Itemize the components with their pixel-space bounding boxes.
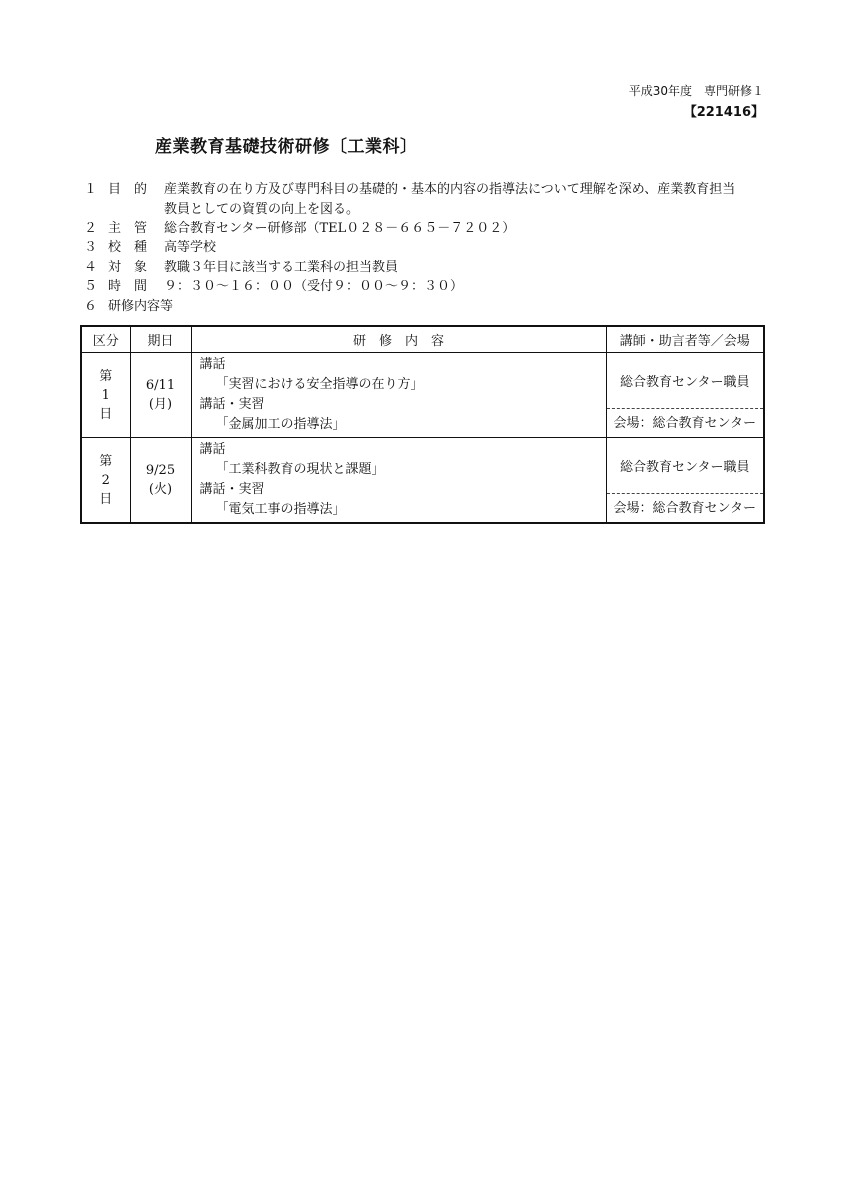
date-cell [130, 438, 191, 524]
table-row [81, 353, 764, 438]
lecturer: 総合教育センター職員 [607, 353, 764, 409]
outline-list [84, 180, 774, 316]
item-label: 対 象 [108, 259, 148, 275]
item-number: ６ [84, 298, 98, 314]
session-topic: 「工業科教育の現状と課題」 [215, 462, 385, 477]
schedule-table [80, 325, 765, 524]
item-value-continued: 教員としての資質の向上を図る。 [164, 201, 360, 217]
date-value: 6/11 [145, 378, 176, 393]
day-char: 日 [99, 406, 113, 422]
session-type: 講話・実習 [199, 482, 265, 497]
content-cell [191, 353, 606, 438]
header-course-code: 【221416】 [683, 105, 764, 120]
item-number: ２ [84, 220, 98, 236]
item-value: ９：３０～１６：００（受付９：００～９：３０） [164, 279, 464, 294]
day-number: 1 [101, 387, 110, 403]
item-value: 高等学校 [164, 240, 217, 255]
page-title: 産業教育基礎技術研修〔工業科〕 [155, 137, 418, 157]
venue: 会場：総合教育センター [613, 415, 756, 431]
list-item [84, 258, 774, 277]
item-number: ４ [84, 259, 98, 275]
date-value: 9/25 [145, 463, 176, 478]
header-year-line: 平成30年度 専門研修１ [628, 84, 764, 98]
list-item [84, 297, 774, 316]
day-number: 2 [101, 472, 110, 488]
item-number: ５ [84, 279, 98, 294]
lecturer: 総合教育センター職員 [607, 438, 764, 494]
table-header-row [81, 326, 764, 353]
lecturer-venue-cell [606, 353, 764, 438]
item-label: 時 間 [108, 279, 148, 294]
session-type: 講話 [199, 442, 226, 457]
session-topic: 「実習における安全指導の在り方」 [215, 377, 424, 392]
header-date: 期日 [130, 326, 191, 353]
header-category: 区分 [81, 326, 130, 353]
item-label: 目 的 [108, 182, 148, 197]
day-char: 第 [99, 368, 113, 384]
item-value: 産業教育の在り方及び専門科目の基礎的・基本的内容の指導法について理解を深め、産業教育担当 [164, 182, 736, 197]
weekday: (火) [148, 482, 173, 497]
item-number: １ [84, 182, 98, 197]
session-topic: 「金属加工の指導法」 [215, 417, 346, 432]
session-topic: 「電気工事の指導法」 [215, 502, 346, 517]
list-item [84, 238, 774, 257]
venue: 会場：総合教育センター [613, 500, 756, 516]
weekday: (月) [148, 397, 173, 412]
item-value: 総合教育センター研修部（TEL０２８－６６５－７２０２） [164, 220, 516, 236]
day-char: 第 [99, 453, 113, 469]
day-char: 日 [99, 491, 113, 507]
session-type: 講話 [199, 357, 226, 372]
item-number: ３ [84, 240, 98, 255]
item-label: 校 種 [108, 240, 148, 255]
content-cell [191, 438, 606, 524]
item-label: 研修内容等 [108, 298, 174, 314]
date-cell [130, 353, 191, 438]
item-label: 主 管 [108, 220, 148, 236]
day-cell [81, 353, 130, 438]
item-value: 教職３年目に該当する工業科の担当教員 [164, 259, 399, 275]
day-cell [81, 438, 130, 524]
list-item [84, 277, 774, 296]
lecturer-venue-cell [606, 438, 764, 524]
table-row [81, 438, 764, 524]
header-content: 研 修 内 容 [191, 326, 606, 353]
header-lecturer-venue: 講師・助言者等／会場 [606, 326, 764, 353]
session-type: 講話・実習 [199, 397, 265, 412]
list-item [84, 219, 774, 238]
list-item [84, 180, 774, 199]
